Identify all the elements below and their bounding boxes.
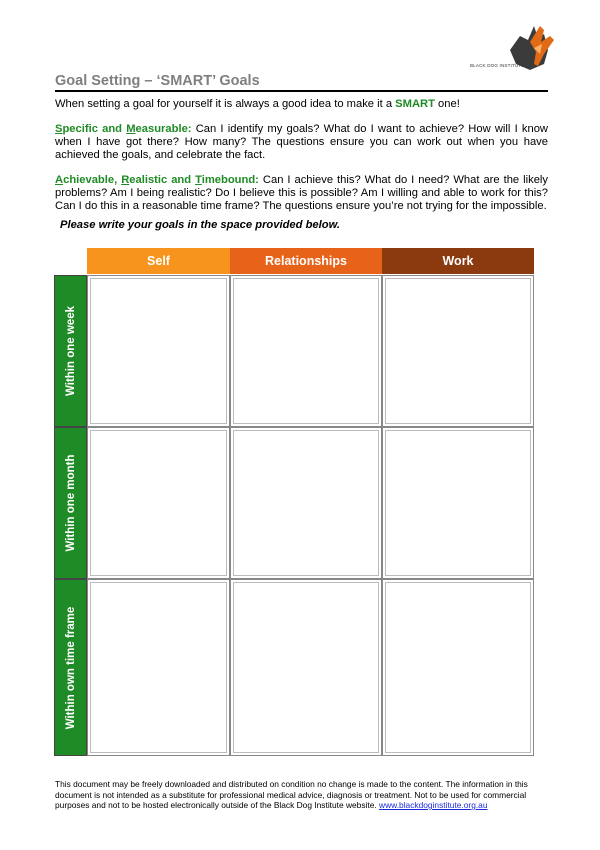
cell-month-relationships[interactable] <box>230 427 382 579</box>
page-title: Goal Setting – ‘SMART’ Goals <box>55 73 260 89</box>
column-header-work: Work <box>382 248 534 274</box>
row-label-own-time: Within own time frame <box>64 606 77 729</box>
row-header-month <box>54 427 87 579</box>
footer-website-link[interactable]: www.blackdoginstitute.org.au <box>379 800 488 810</box>
smart-word: SMART <box>395 98 435 110</box>
footer-disclaimer: This document may be freely downloaded and distributed on condition no change is made to the content. The information in this document is not intended as a substitute for professional medical advice, diagnosis or treatment. Not to be used for commercial purposes and not to be hosted electronically outside of the Black Dog Institute website. www.blackdoginstitute.org.au <box>55 779 528 810</box>
achievable-paragraph: Achievable, Realistic and Timebound: Can I achieve this? What do I need? What are the likely problems? Am I being realistic? Do I believe this is possible? Am I willing and able to work for this? Can I do this in a reasonable time frame? The questions ensure you’re not trying for the impossible. <box>55 174 548 213</box>
row-label-week: Within one week <box>64 306 77 396</box>
instruction-text: Please write your goals in the space provided below. <box>60 219 340 231</box>
column-header-self: Self <box>87 248 230 274</box>
cell-week-self[interactable] <box>87 275 230 427</box>
cell-own-time-self[interactable] <box>87 579 230 756</box>
row-header-own-time <box>54 579 87 756</box>
specific-heading: Specific and Measurable: <box>55 123 192 135</box>
specific-measurable-paragraph: Specific and Measurable: Can I identify my goals? What do I want to achieve? How will I know when I have got there? How many? The questions ensure you can work out when you have achieved the goals, and celebrate the fact. <box>55 123 548 162</box>
row-label-month: Within one month <box>64 454 77 552</box>
cell-own-time-relationships[interactable] <box>230 579 382 756</box>
cell-week-work[interactable] <box>382 275 534 427</box>
achievable-heading: Achievable, Realistic and Timebound: <box>55 174 259 186</box>
title-divider <box>55 90 548 92</box>
intro-paragraph: When setting a goal for yourself it is always a good idea to make it a SMART one! <box>55 98 460 110</box>
cell-week-relationships[interactable] <box>230 275 382 427</box>
black-dog-institute-logo <box>470 20 560 75</box>
cell-month-self[interactable] <box>87 427 230 579</box>
logo-text: BLACK DOG INSTITUTE <box>470 63 525 68</box>
goals-table <box>54 248 534 756</box>
cell-own-time-work[interactable] <box>382 579 534 756</box>
row-header-week <box>54 275 87 427</box>
cell-month-work[interactable] <box>382 427 534 579</box>
column-header-relationships: Relationships <box>230 248 382 274</box>
